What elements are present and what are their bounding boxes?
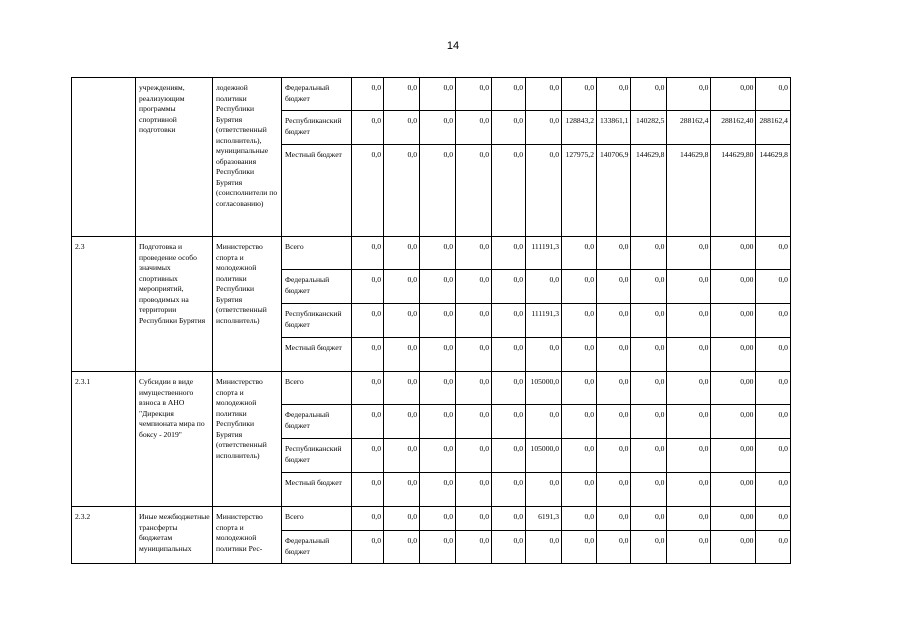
row-title: Субсидии в виде имущественного взноса в АНО "Дирекция чемпионата мира по боксу - 2019" [136,372,213,507]
value-cell: 0,0 [456,473,492,507]
value-cell: 111191,3 [526,237,562,270]
funding-source: Федеральный бюджет [282,405,352,439]
value-cell: 0,0 [631,507,667,531]
row-title: Иные межбюджетные трансферты бюджетам муниципальных [136,507,213,564]
value-cell: 0,0 [352,270,384,304]
value-cell: 0,0 [492,507,526,531]
value-cell: 0,0 [352,78,384,111]
value-cell: 0,0 [492,304,526,338]
value-cell: 0,0 [384,304,420,338]
row-code [72,78,136,237]
value-cell: 128843,2 [562,111,597,145]
value-cell: 0,0 [420,111,456,145]
value-cell: 0,0 [456,270,492,304]
value-cell: 0,0 [597,78,631,111]
value-cell: 0,0 [526,531,562,564]
value-cell: 0,0 [562,473,597,507]
value-cell: 133861,1 [597,111,631,145]
value-cell: 0,0 [562,304,597,338]
value-cell: 0,0 [384,237,420,270]
value-cell: 0,0 [631,338,667,372]
value-cell: 0,00 [711,473,756,507]
value-cell: 0,0 [562,78,597,111]
value-cell: 0,0 [420,145,456,237]
value-cell: 0,0 [562,237,597,270]
value-cell: 0,0 [631,270,667,304]
value-cell: 0,0 [667,304,711,338]
value-cell: 0,0 [631,473,667,507]
funding-source: Всего [282,372,352,405]
table-row [72,237,791,270]
value-cell: 0,0 [631,405,667,439]
value-cell: 0,0 [456,372,492,405]
value-cell: 0,0 [562,507,597,531]
value-cell: 0,0 [597,405,631,439]
value-cell: 0,0 [597,304,631,338]
value-cell: 0,0 [667,507,711,531]
value-cell: 0,0 [384,531,420,564]
page-number: 14 [446,40,460,52]
row-code: 2.3.2 [72,507,136,564]
value-cell: 288162,4 [667,111,711,145]
value-cell: 0,0 [631,237,667,270]
value-cell: 0,0 [352,111,384,145]
value-cell: 0,0 [384,338,420,372]
value-cell: 0,0 [352,405,384,439]
value-cell: 0,0 [456,237,492,270]
funding-source: Федеральный бюджет [282,270,352,304]
funding-source: Местный бюджет [282,145,352,237]
value-cell: 0,00 [711,237,756,270]
row-executor: Министерство спорта и молодежной политики Республики Бурятия (ответственный исполнитель) [213,237,282,372]
row-code: 2.3.1 [72,372,136,507]
value-cell: 0,0 [492,439,526,473]
value-cell: 0,0 [526,270,562,304]
value-cell: 0,0 [420,405,456,439]
value-cell: 0,0 [420,439,456,473]
value-cell: 0,0 [631,304,667,338]
value-cell: 0,0 [384,78,420,111]
funding-source: Местный бюджет [282,473,352,507]
value-cell: 0,0 [667,270,711,304]
value-cell: 6191,3 [526,507,562,531]
value-cell: 0,0 [526,405,562,439]
table-row [72,372,791,405]
value-cell: 0,0 [384,507,420,531]
value-cell: 144629,8 [631,145,667,237]
funding-source: Республиканский бюджет [282,439,352,473]
value-cell: 0,0 [597,439,631,473]
value-cell: 0,0 [562,405,597,439]
value-cell: 0,0 [597,270,631,304]
value-cell: 0,0 [667,237,711,270]
value-cell: 0,0 [667,78,711,111]
value-cell: 0,0 [384,439,420,473]
value-cell: 0,0 [526,78,562,111]
value-cell: 0,0 [492,531,526,564]
value-cell: 0,0 [492,145,526,237]
value-cell: 0,00 [711,338,756,372]
value-cell: 0,0 [562,338,597,372]
row-executor: Министерство спорта и молодежной политики Республики Бурятия (ответственный исполнитель) [213,372,282,507]
value-cell: 0,0 [352,304,384,338]
value-cell: 0,0 [456,439,492,473]
value-cell: 0,0 [756,304,790,338]
value-cell: 0,0 [456,111,492,145]
value-cell: 0,0 [597,531,631,564]
value-cell: 0,0 [597,372,631,405]
row-title: Подготовка и проведение особо значимых спортивных мероприятий, проводимых на территории Республики Бурятия [136,237,213,372]
value-cell: 0,0 [756,405,790,439]
value-cell: 0,00 [711,78,756,111]
value-cell: 144629,8 [756,145,790,237]
value-cell: 0,0 [384,372,420,405]
value-cell: 0,0 [667,338,711,372]
value-cell: 0,0 [756,473,790,507]
value-cell: 0,0 [667,473,711,507]
value-cell: 127975,2 [562,145,597,237]
value-cell: 0,0 [384,473,420,507]
value-cell: 144629,8 [667,145,711,237]
value-cell: 111191,3 [526,304,562,338]
value-cell: 0,0 [631,78,667,111]
value-cell: 0,0 [597,338,631,372]
table-row [72,507,791,531]
value-cell: 0,0 [420,237,456,270]
value-cell: 0,0 [492,237,526,270]
value-cell: 0,0 [492,473,526,507]
value-cell: 0,0 [420,372,456,405]
funding-source: Местный бюджет [282,338,352,372]
value-cell: 0,0 [667,405,711,439]
value-cell: 0,0 [456,145,492,237]
value-cell: 0,0 [756,78,790,111]
value-cell: 0,0 [756,270,790,304]
row-executor: лодежной политики Республики Бурятия (ответственный исполнитель), муниципальные образования Республики Бурятия (соисполнители по согласованию) [213,78,282,237]
value-cell: 0,0 [420,78,456,111]
value-cell: 0,0 [756,237,790,270]
value-cell: 0,00 [711,531,756,564]
value-cell: 0,0 [526,338,562,372]
row-executor: Министерство спорта и молодежной политики Рес- [213,507,282,564]
value-cell: 0,0 [492,372,526,405]
value-cell: 0,0 [597,473,631,507]
value-cell: 0,0 [384,111,420,145]
value-cell: 0,0 [352,145,384,237]
value-cell: 0,00 [711,372,756,405]
value-cell: 105000,0 [526,439,562,473]
value-cell: 0,0 [420,338,456,372]
value-cell: 0,0 [667,439,711,473]
value-cell: 0,0 [352,473,384,507]
value-cell: 0,0 [352,531,384,564]
value-cell: 0,0 [756,338,790,372]
value-cell: 0,0 [420,507,456,531]
value-cell: 0,0 [456,531,492,564]
value-cell: 0,0 [756,507,790,531]
funding-source: Всего [282,507,352,531]
value-cell: 288162,4 [756,111,790,145]
value-cell: 0,0 [631,531,667,564]
value-cell: 0,0 [456,338,492,372]
funding-source: Республиканский бюджет [282,304,352,338]
value-cell: 0,0 [456,78,492,111]
value-cell: 0,0 [384,270,420,304]
value-cell: 0,0 [631,372,667,405]
value-cell: 140282,5 [631,111,667,145]
value-cell: 0,0 [526,145,562,237]
value-cell: 0,00 [711,405,756,439]
value-cell: 0,0 [492,338,526,372]
value-cell: 0,0 [384,405,420,439]
value-cell: 0,0 [456,304,492,338]
budget-table [71,77,791,564]
value-cell: 0,00 [711,270,756,304]
value-cell: 0,0 [597,507,631,531]
value-cell: 0,0 [526,473,562,507]
value-cell: 0,00 [711,304,756,338]
value-cell: 0,0 [667,372,711,405]
funding-source: Всего [282,237,352,270]
value-cell: 0,0 [526,111,562,145]
value-cell: 0,0 [562,531,597,564]
value-cell: 0,0 [492,270,526,304]
value-cell: 0,00 [711,439,756,473]
value-cell: 0,0 [420,531,456,564]
value-cell: 0,0 [492,405,526,439]
value-cell: 0,0 [352,507,384,531]
value-cell: 0,0 [456,507,492,531]
value-cell: 0,0 [597,237,631,270]
value-cell: 0,0 [492,78,526,111]
table-row [72,78,791,111]
value-cell: 288162,40 [711,111,756,145]
value-cell: 0,0 [492,111,526,145]
row-code: 2.3 [72,237,136,372]
value-cell: 0,0 [420,473,456,507]
value-cell: 0,0 [562,372,597,405]
value-cell: 0,0 [420,270,456,304]
value-cell: 0,00 [711,507,756,531]
value-cell: 0,0 [631,439,667,473]
value-cell: 144629,80 [711,145,756,237]
value-cell: 0,0 [420,304,456,338]
value-cell: 0,0 [667,531,711,564]
value-cell: 0,0 [352,338,384,372]
value-cell: 0,0 [352,237,384,270]
value-cell: 0,0 [562,270,597,304]
value-cell: 0,0 [456,405,492,439]
funding-source: Республиканский бюджет [282,111,352,145]
funding-source: Федеральный бюджет [282,531,352,564]
value-cell: 0,0 [352,439,384,473]
value-cell: 0,0 [756,531,790,564]
value-cell: 0,0 [562,439,597,473]
funding-source: Федеральный бюджет [282,78,352,111]
value-cell: 105000,0 [526,372,562,405]
value-cell: 0,0 [384,145,420,237]
value-cell: 0,0 [756,372,790,405]
row-title: учреждениям, реализующим программы спортивной подготовки [136,78,213,237]
value-cell: 0,0 [352,372,384,405]
value-cell: 140706,9 [597,145,631,237]
value-cell: 0,0 [756,439,790,473]
